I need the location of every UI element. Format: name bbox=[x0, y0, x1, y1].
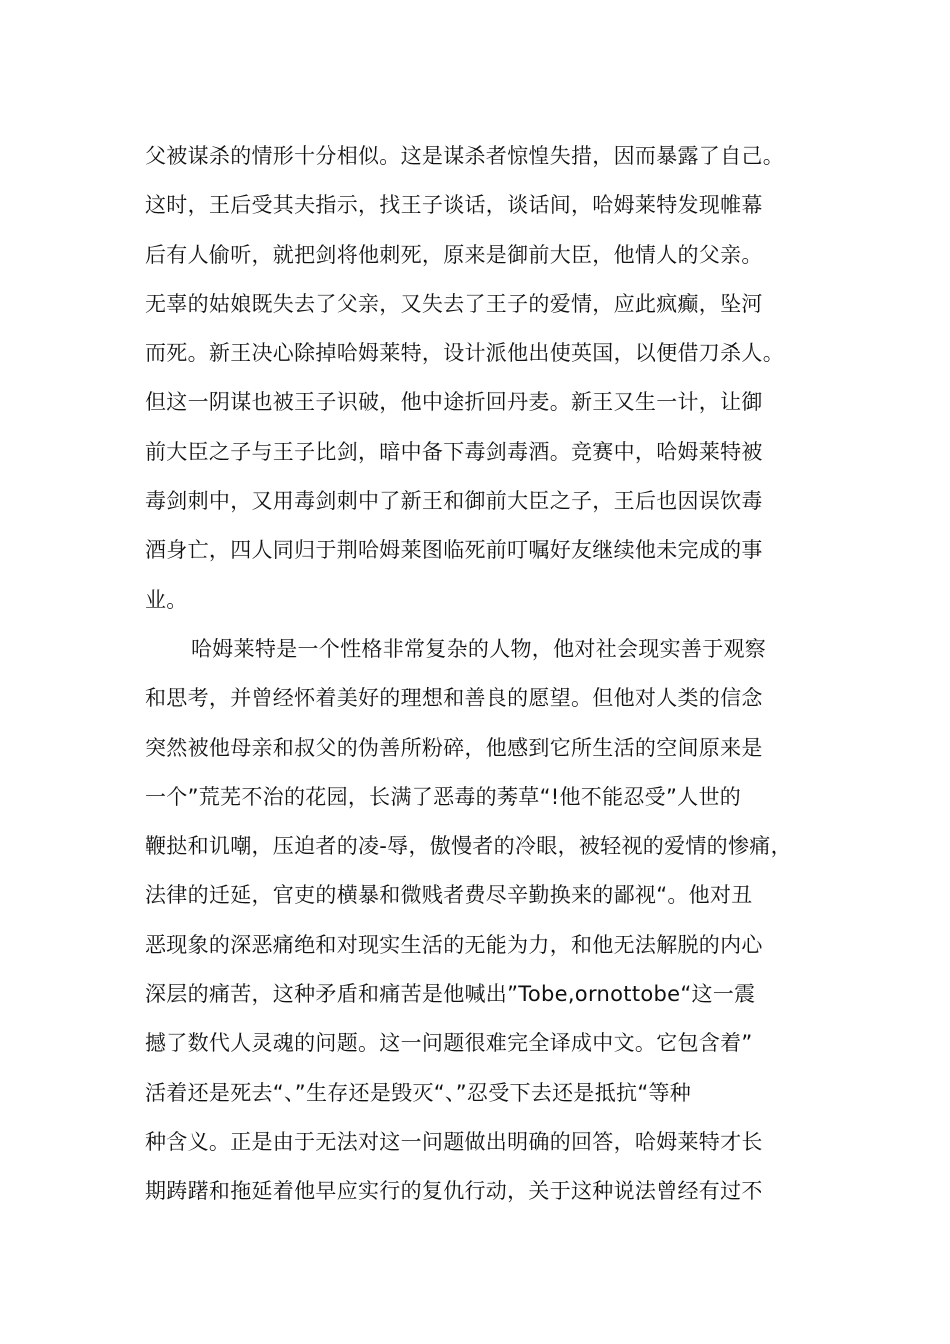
text-line: 这时，王后受其夫指示，找王子谈话，谈话间，哈姆莱特发现帷幕 bbox=[145, 193, 763, 218]
text-line: 哈姆莱特是一个性格非常复杂的人物，他对社会现实善于观察 bbox=[191, 636, 767, 661]
text-line: 但这一阴谋也被王子识破，他中途折回丹麦。新王又生一计，让御 bbox=[145, 390, 763, 415]
text-line: 撼了数代人灵魂的问题。这一问题很难完全译成中文。它包含着” bbox=[145, 1031, 753, 1056]
text-line: 后有人偷听，就把剑将他刺死，原来是御前大臣，他情人的父亲。 bbox=[145, 242, 763, 267]
text-line: 一个”荒芜不治的花园，长满了恶毒的莠草“!他不能忍受”人世的 bbox=[145, 784, 742, 809]
text-line: 期踌躇和拖延着他早应实行的复仇行动，关于这种说法曾经有过不 bbox=[145, 1179, 763, 1204]
text-line: 深层的痛苦，这种矛盾和痛苦是他喊出”Tobe,ornottobe“这一震 bbox=[145, 982, 756, 1007]
paragraph-hamlet-character bbox=[145, 625, 815, 1217]
body-text bbox=[145, 132, 815, 1217]
text-line: 突然被他母亲和叔父的伪善所粉碎，他感到它所生活的空间原来是 bbox=[145, 735, 763, 760]
text-line: 酒身亡，四人同归于荆哈姆莱图临死前叮嘱好友继续他未完成的事 bbox=[145, 538, 763, 563]
text-line: 父被谋杀的情形十分相似。这是谋杀者惊惶失措，因而暴露了自己。 bbox=[145, 144, 784, 168]
text-line: 无辜的姑娘既失去了父亲，又失去了王子的爱情，应此疯癫，坠河 bbox=[145, 291, 763, 316]
text-line: 前大臣之子与王子比剑，暗中备下毒剑毒酒。竞赛中，哈姆莱特被 bbox=[145, 439, 763, 464]
text-line: 业。 bbox=[145, 587, 188, 612]
text-line: 而死。新王决心除掉哈姆莱特，设计派他出使英国，以便借刀杀人。 bbox=[145, 341, 784, 366]
text-line: 鞭挞和讥嘲，压迫者的凌-辱，傲慢者的冷眼，被轻视的爱情的惨痛， bbox=[145, 834, 792, 859]
paragraph-plot-summary bbox=[145, 132, 815, 625]
text-line: 恶现象的深恶痛绝和对现实生活的无能为力，和他无法解脱的内心 bbox=[145, 932, 763, 957]
text-line: 法律的迁延，官吏的横暴和微贱者费尽辛勤换来的鄙视“。他对丑 bbox=[145, 883, 753, 908]
text-line: 毒剑刺中，又用毒剑刺中了新王和御前大臣之子，王后也因误饮毒 bbox=[145, 489, 763, 514]
text-line: 种含义。正是由于无法对这一问题做出明确的回答，哈姆莱特才长 bbox=[145, 1129, 763, 1154]
text-line: 和思考，并曾经怀着美好的理想和善良的愿望。但他对人类的信念 bbox=[145, 686, 763, 711]
text-line: 活着还是死去“、”生存还是毁灭“、”忍受下去还是抵抗“等种 bbox=[145, 1080, 692, 1105]
